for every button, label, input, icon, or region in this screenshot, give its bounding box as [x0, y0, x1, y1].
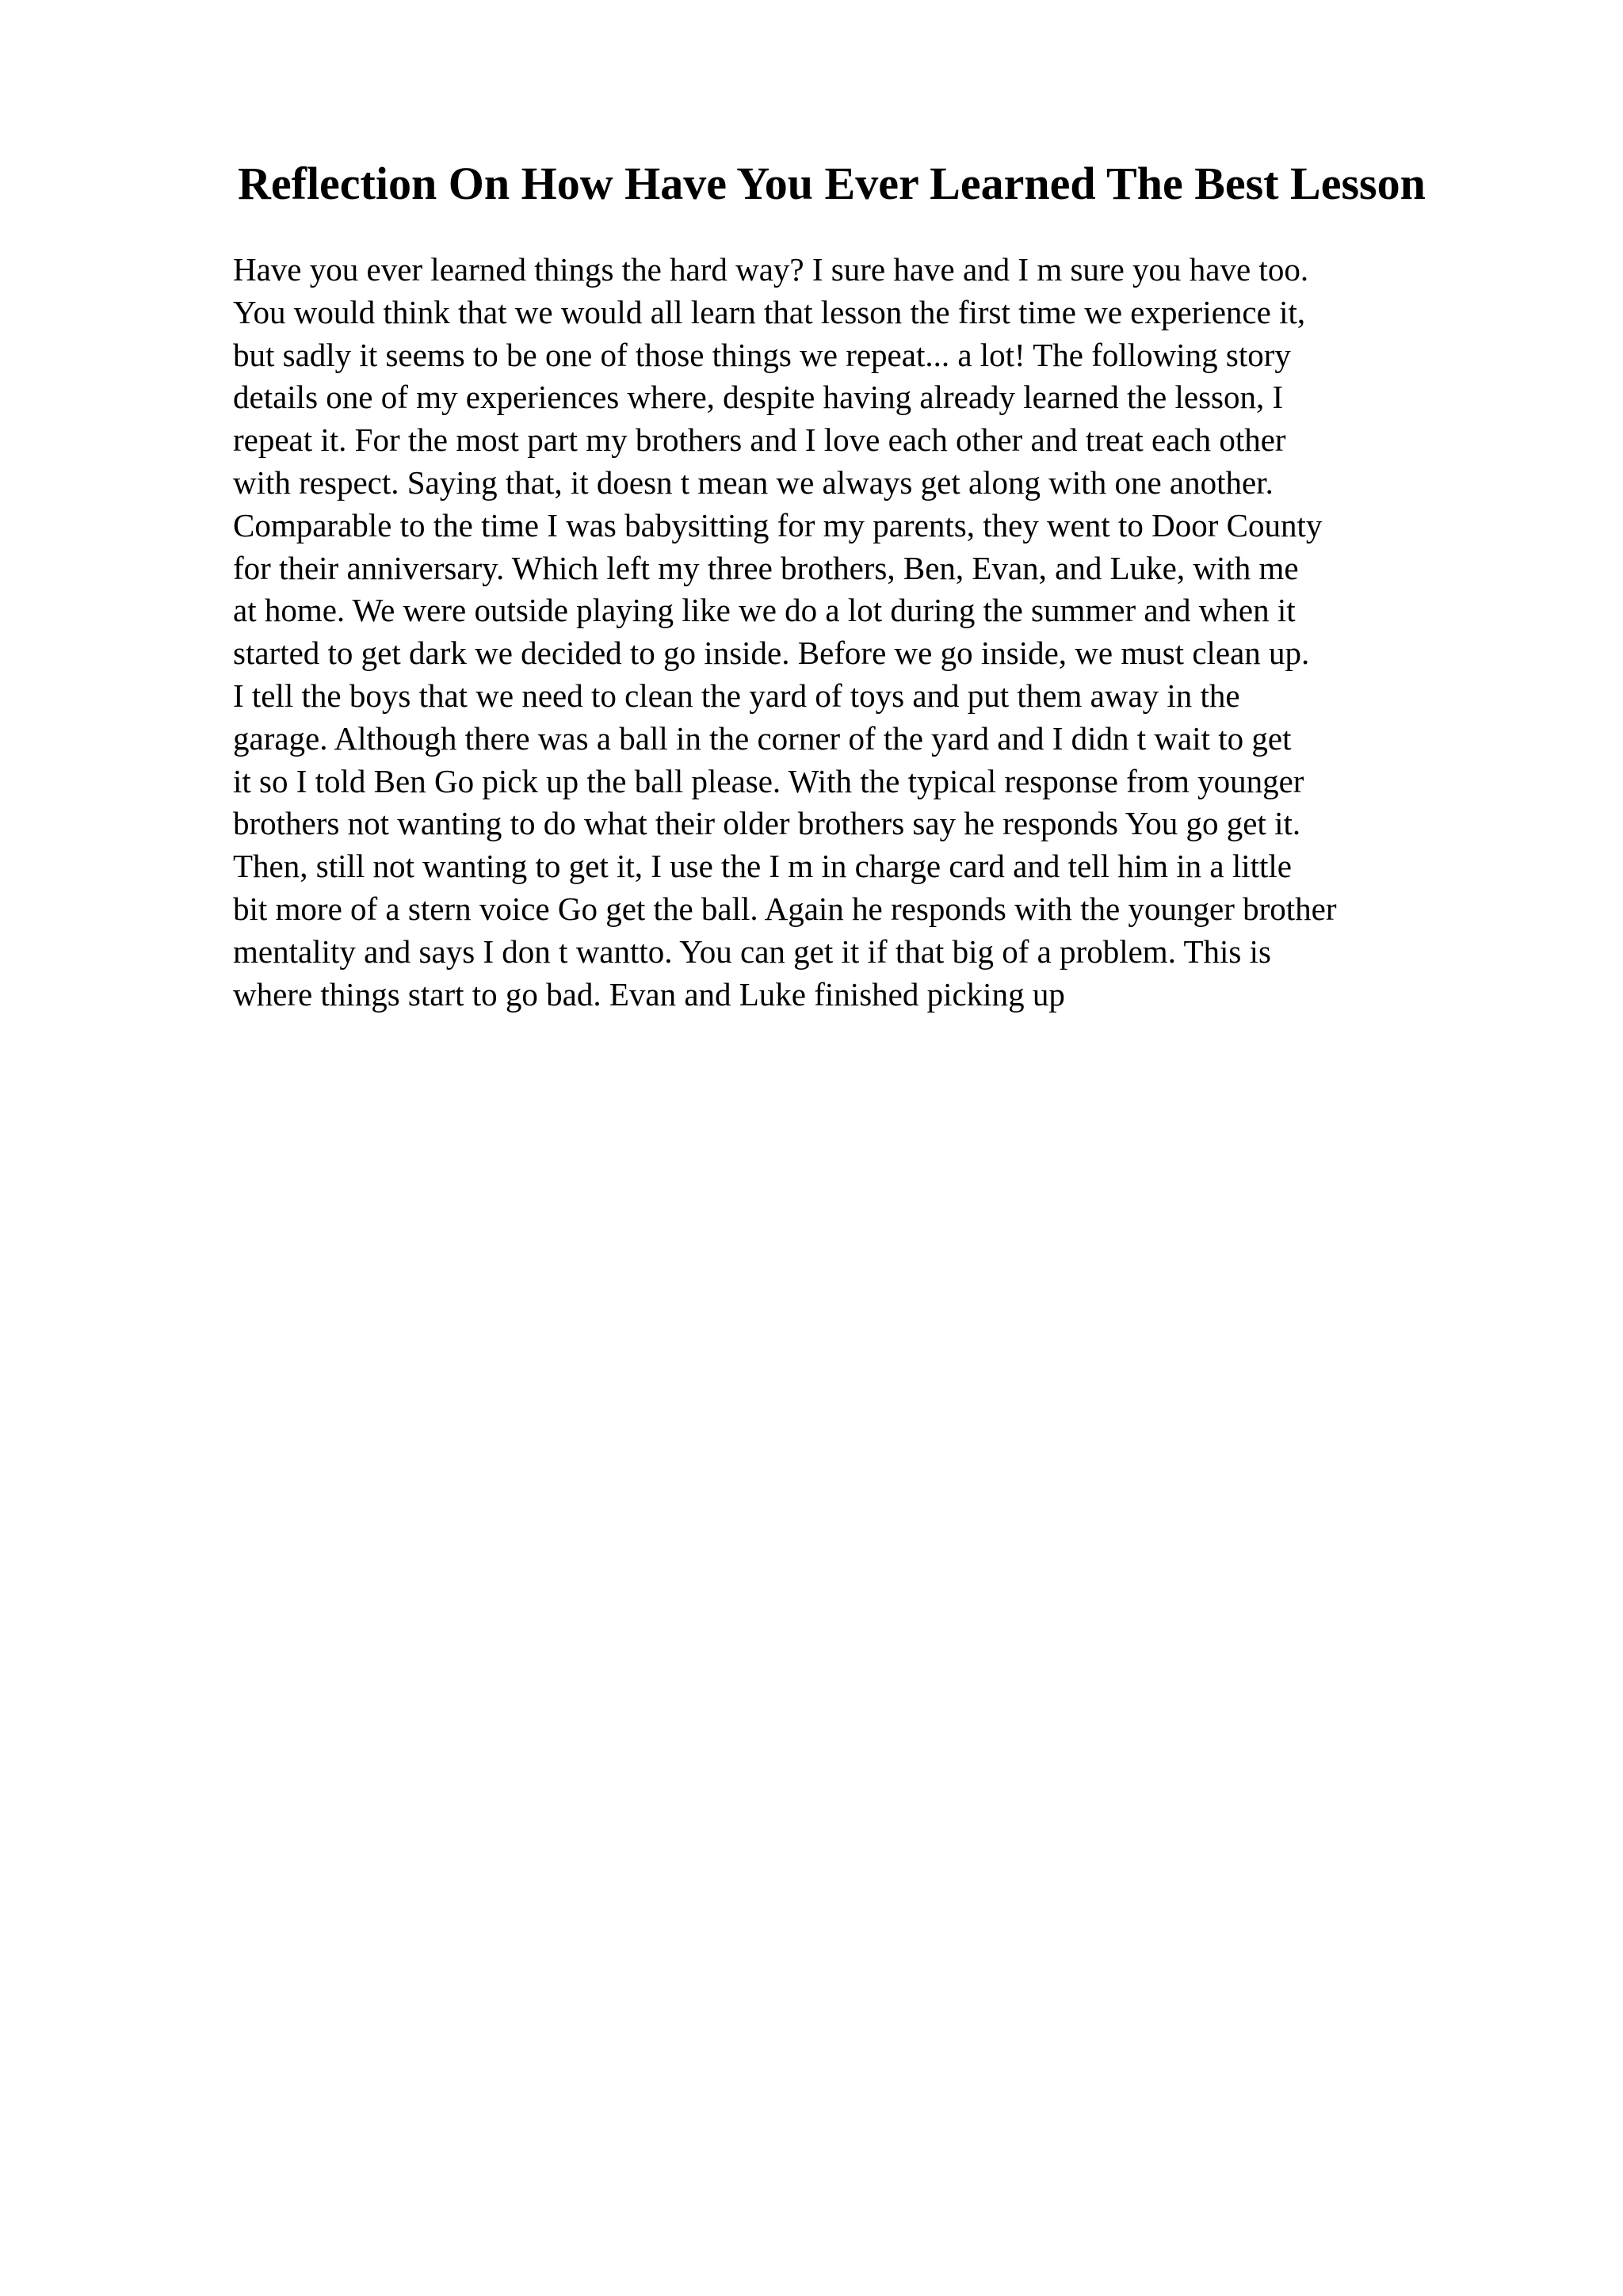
- body-line: I tell the boys that we need to clean the yard of toys and put them away in the: [233, 677, 1240, 714]
- body-line: You would think that we would all learn that lesson the first time we experience it,: [233, 293, 1306, 330]
- document-title: Reflection On How Have You Ever Learned The Best Lesson: [238, 158, 1426, 209]
- body-line: started to get dark we decided to go inside. Before we go inside, we must clean up.: [233, 635, 1310, 672]
- body-line: at home. We were outside playing like we do a lot during the summer and when it: [233, 592, 1296, 629]
- body-line: for their anniversary. Which left my three brothers, Ben, Evan, and Luke, with me: [233, 549, 1299, 586]
- body-line: where things start to go bad. Evan and Luke finished picking up: [233, 975, 1065, 1013]
- body-line: it so I told Ben Go pick up the ball please. With the typical response from younger: [233, 762, 1304, 799]
- body-line: details one of my experiences where, despite having already learned the lesson, I: [233, 379, 1284, 416]
- body-line: Then, still not wanting to get it, I use the I m in charge card and tell him in a little: [233, 848, 1292, 885]
- body-line: garage. Although there was a ball in the corner of the yard and I didn t wait to get: [233, 719, 1292, 757]
- body-line: Comparable to the time I was babysitting for my parents, they went to Door County: [233, 506, 1323, 543]
- body-line: mentality and says I don t wantto. You can get it if that big of a problem. This is: [233, 933, 1271, 970]
- body-line: with respect. Saying that, it doesn t mean we always get along with one another.: [233, 463, 1274, 501]
- body-line: brothers not wanting to do what their older brothers say he responds You go get it.: [233, 805, 1301, 842]
- body-line: Have you ever learned things the hard way? I sure have and I m sure you have too.: [233, 251, 1309, 288]
- body-line: but sadly it seems to be one of those things we repeat... a lot! The following story: [233, 336, 1291, 373]
- body-line: repeat it. For the most part my brothers and I love each other and treat each other: [233, 421, 1286, 459]
- document-body: [233, 249, 1596, 1016]
- body-line: bit more of a stern voice Go get the ball. Again he responds with the younger brother: [233, 890, 1337, 927]
